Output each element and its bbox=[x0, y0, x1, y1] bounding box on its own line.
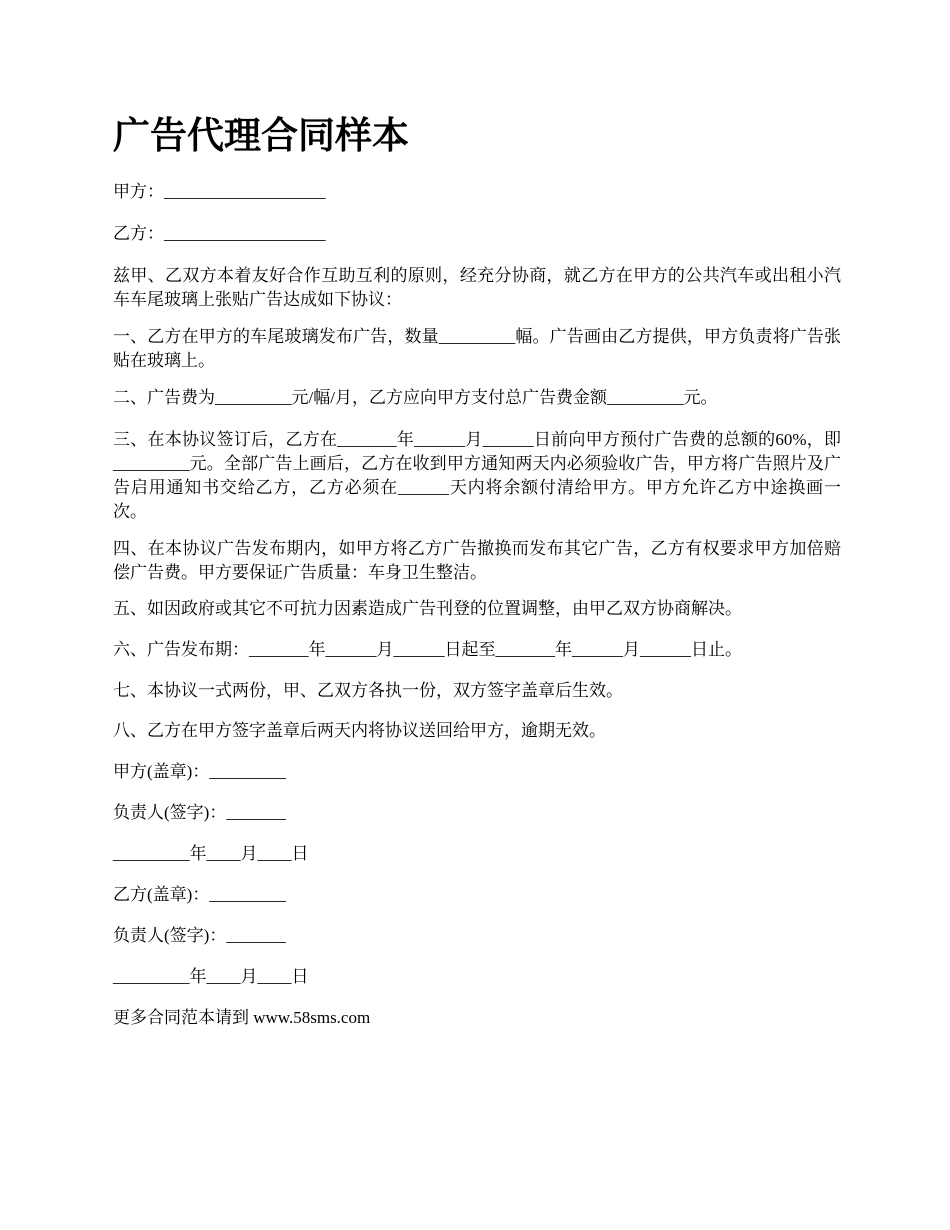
party-a-signature-line: 负责人(签字)：_______ bbox=[113, 803, 286, 822]
intro-paragraph: 兹甲、乙双方本着友好合作互助互利的原则，经充分协商，就乙方在甲方的公共汽车或出租小汽车车尾玻璃上张贴广告达成如下协议： bbox=[113, 266, 841, 309]
footer-note: 更多合同范本请到 www.58sms.com bbox=[113, 1008, 371, 1027]
party-a-date-line: _________年____月____日 bbox=[113, 844, 309, 863]
clause-2: 二、广告费为_________元/幅/月，乙方应向甲方支付总广告费金额_________元。 bbox=[113, 388, 718, 407]
clause-5: 五、如因政府或其它不可抗力因素造成广告刊登的位置调整，由甲乙双方协商解决。 bbox=[113, 599, 742, 618]
clause-1: 一、乙方在甲方的车尾玻璃发布广告，数量_________幅。广告画由乙方提供，甲方负责将广告张贴在玻璃上。 bbox=[113, 327, 841, 370]
clause-4: 四、在本协议广告发布期内，如甲方将乙方广告撤换而发布其它广告，乙方有权要求甲方加倍赔偿广告费。甲方要保证广告质量：车身卫生整洁。 bbox=[113, 539, 841, 582]
party-b-seal-line: 乙方(盖章)：_________ bbox=[113, 885, 286, 904]
party-b-signature-line: 负责人(签字)：_______ bbox=[113, 926, 286, 945]
party-b-date-line: _________年____月____日 bbox=[113, 967, 309, 986]
clause-6: 六、广告发布期：_______年______月______日起至_______年______月______日止。 bbox=[113, 640, 742, 659]
party-a-line: 甲方：___________________ bbox=[113, 182, 326, 201]
clause-7: 七、本协议一式两份，甲、乙双方各执一份，双方签字盖章后生效。 bbox=[113, 681, 623, 700]
party-a-seal-line: 甲方(盖章)：_________ bbox=[113, 762, 286, 781]
clause-8: 八、乙方在甲方签字盖章后两天内将协议送回给甲方，逾期无效。 bbox=[113, 721, 606, 740]
document-title: 广告代理合同样本 bbox=[113, 114, 409, 157]
clause-3: 三、在本协议签订后，乙方在_______年______月______日前向甲方预付广告费的总额的60%，即_________元。全部广告上画后，乙方在收到甲方通知两天内必须验收广告，甲方将广告照片及广告启用通知书交给乙方，乙方必须在______天内将余额付清给甲方。甲方允许乙方中途换画一次。 bbox=[113, 430, 841, 521]
party-b-line: 乙方：___________________ bbox=[113, 224, 326, 243]
